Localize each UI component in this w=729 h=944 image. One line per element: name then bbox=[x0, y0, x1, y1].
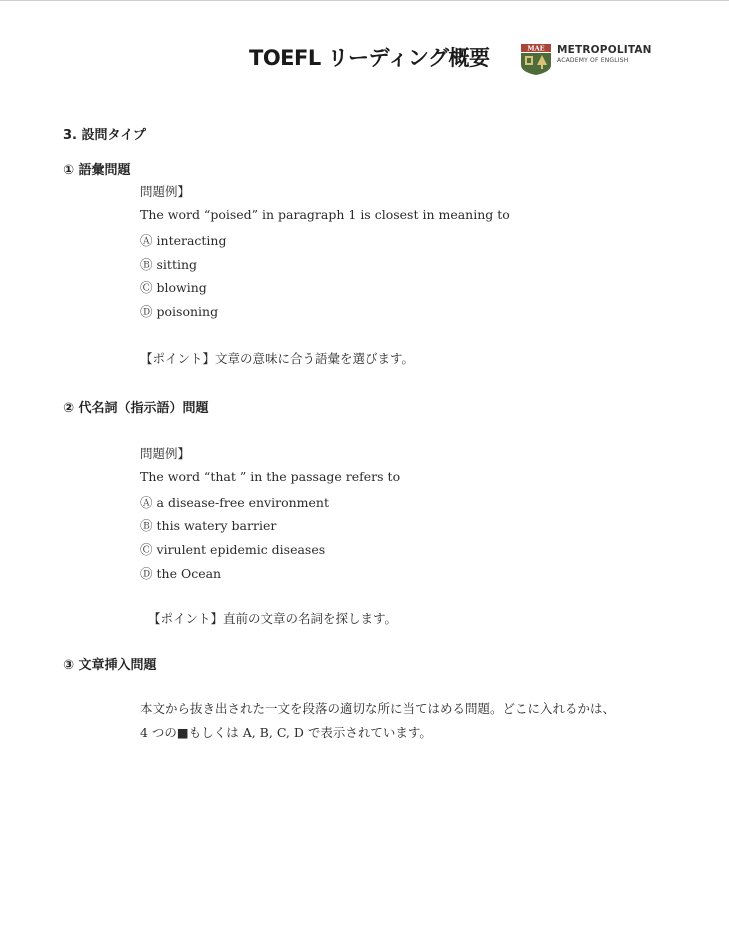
option-text: a disease-free environment bbox=[156, 495, 329, 510]
vocab-option-a bbox=[140, 231, 227, 249]
option-letter: Ⓐ bbox=[140, 233, 153, 248]
option-letter: Ⓐ bbox=[140, 495, 153, 510]
insertion-heading: ③ 文章挿入問題 bbox=[63, 658, 157, 673]
vocab-option-c bbox=[140, 278, 207, 296]
academy-logo bbox=[520, 43, 652, 77]
pronoun-option-b bbox=[140, 516, 276, 534]
option-text: virulent epidemic diseases bbox=[156, 542, 326, 557]
option-letter: Ⓓ bbox=[140, 566, 153, 581]
option-letter: Ⓑ bbox=[140, 257, 153, 272]
section-heading: 3. 設問タイプ bbox=[63, 128, 146, 143]
vocab-option-b bbox=[140, 255, 197, 273]
pronoun-heading: ② 代名詞（指示語）問題 bbox=[63, 401, 209, 416]
pronoun-option-c bbox=[140, 540, 325, 558]
vocab-option-d bbox=[140, 302, 218, 320]
shield-icon bbox=[520, 43, 552, 75]
vocab-heading: ① 語彙問題 bbox=[63, 163, 131, 178]
option-text: poisoning bbox=[156, 304, 219, 319]
page-top-border bbox=[0, 0, 729, 1]
pronoun-example-label: 問題例】 bbox=[140, 446, 191, 461]
pronoun-option-a bbox=[140, 493, 329, 511]
pronoun-question: The word “that ” in the passage refers to bbox=[140, 469, 401, 484]
option-letter: Ⓑ bbox=[140, 518, 153, 533]
vocab-question: The word “poised” in paragraph 1 is closest in meaning to bbox=[140, 207, 510, 222]
option-text: the Ocean bbox=[156, 566, 222, 581]
option-text: interacting bbox=[156, 233, 227, 248]
option-text: blowing bbox=[156, 280, 207, 295]
insertion-text-line1: 本文から抜き出された一文を段落の適切な所に当てはめる問題。どこに入れるかは、 bbox=[140, 701, 616, 716]
logo-abbr: MAE bbox=[527, 44, 545, 53]
option-letter: Ⓒ bbox=[140, 280, 153, 295]
logo-name: METROPOLITAN bbox=[557, 44, 652, 56]
pronoun-point: 【ポイント】直前の文章の名詞を探します。 bbox=[148, 611, 398, 626]
option-text: this watery barrier bbox=[156, 518, 277, 533]
option-text: sitting bbox=[156, 257, 198, 272]
vocab-example-label: 問題例】 bbox=[140, 184, 191, 199]
option-letter: Ⓓ bbox=[140, 304, 153, 319]
vocab-point: 【ポイント】文章の意味に合う語彙を選びます。 bbox=[140, 351, 415, 366]
page-title: TOEFL リーディング概要 bbox=[249, 46, 490, 70]
option-letter: Ⓒ bbox=[140, 542, 153, 557]
logo-subtitle: ACADEMY OF ENGLISH bbox=[557, 57, 629, 64]
insertion-text-line2: 4 つの■もしくは A, B, C, D で表示されています。 bbox=[140, 725, 432, 740]
pronoun-option-d bbox=[140, 564, 221, 582]
